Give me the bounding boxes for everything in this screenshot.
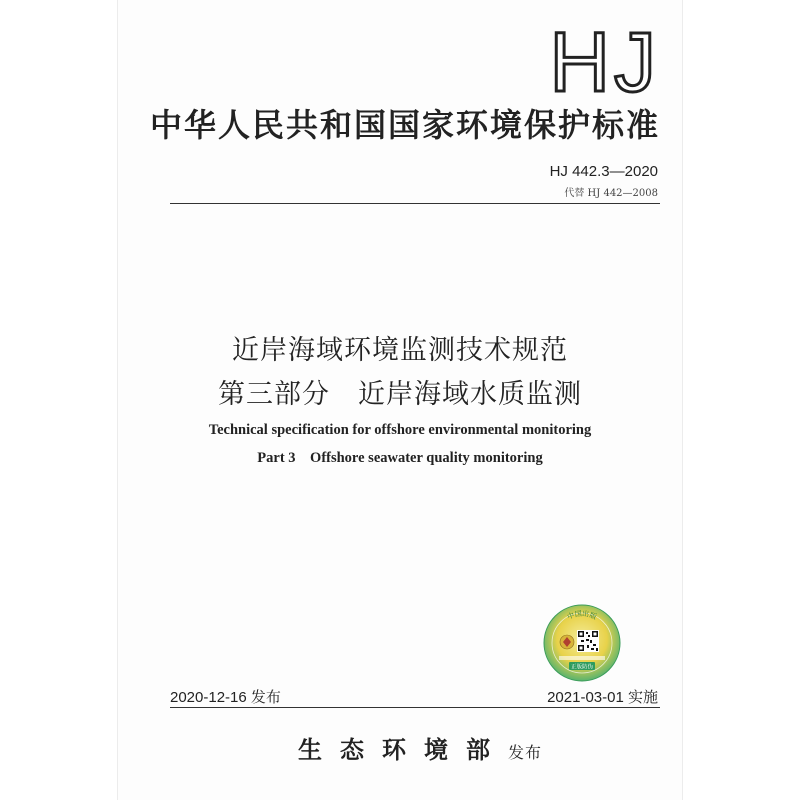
hj-logo: HJ xyxy=(549,15,660,109)
title-english-line1: Technical specification for offshore environmental monitoring xyxy=(208,422,592,438)
seal-arc-text: 中国出版 xyxy=(566,609,598,622)
footer-divider xyxy=(170,707,660,708)
agency-title: 中华人民共和国国家环境保护标准 xyxy=(150,106,661,144)
seal-caption: 正版防伪 xyxy=(570,664,594,671)
replaces-standard: 代替 HJ 442—2008 xyxy=(564,188,658,199)
title-english-line2: Part 3 Offshore seawater quality monitoring xyxy=(257,450,543,466)
title-chinese-line2: 第三部分 近岸海域水质监测 xyxy=(218,379,582,410)
issue-date: 2020-12-16 发布 xyxy=(170,689,281,706)
anti-counterfeit-seal xyxy=(543,604,621,682)
issuer-line xyxy=(240,730,600,765)
seal-graphic xyxy=(543,604,621,682)
header-divider xyxy=(170,203,660,204)
issuer-org: 生态环境部 xyxy=(297,735,508,764)
implement-date: 2021-03-01 实施 xyxy=(547,689,658,706)
issuer-action: 发布 xyxy=(507,743,542,762)
title-chinese-line1: 近岸海域环境监测技术规范 xyxy=(232,335,568,366)
standard-number: HJ 442.3—2020 xyxy=(549,163,658,180)
